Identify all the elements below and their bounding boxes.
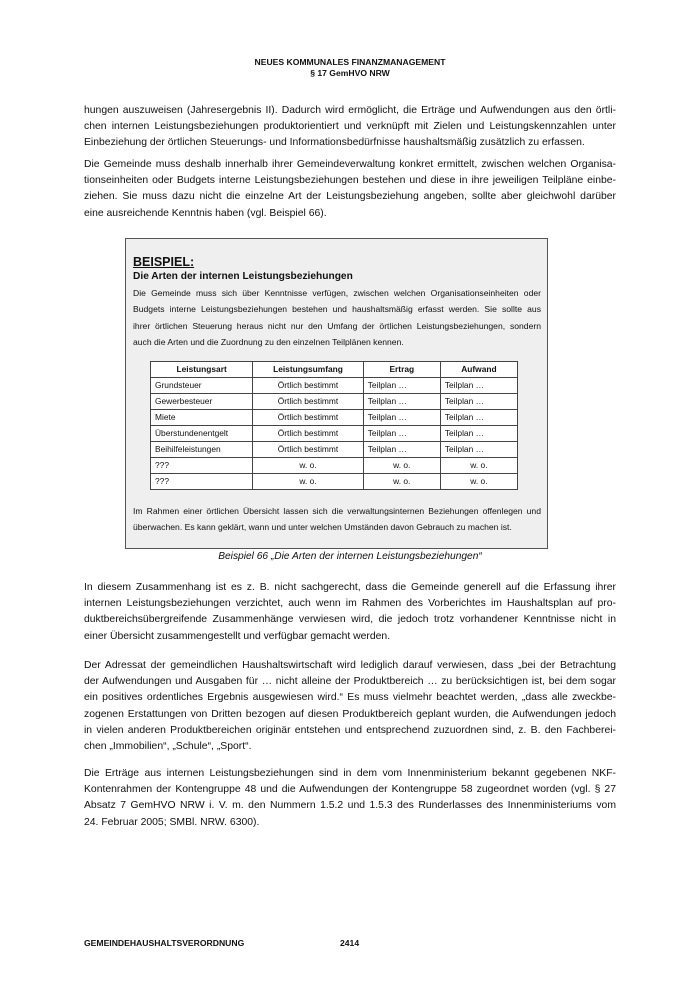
header-title: NEUES KOMMUNALES FINANZMANAGEMENT bbox=[254, 57, 446, 67]
table-row bbox=[151, 426, 518, 442]
text-line: Die Erträge aus internen Leistungsbeziehungen sind in dem vom Innenministerium bekannt gegebenen NKF- bbox=[84, 768, 616, 779]
example-subheading: Die Arten der internen Leistungsbeziehungen bbox=[133, 271, 353, 282]
table-cell: Örtlich bestimmt bbox=[253, 410, 363, 426]
table-row bbox=[151, 474, 518, 490]
text-line: in vielen anderen Produktbereichen originär entstehen und entsprechend zuzuordnen sind, z. B. den Fachberei- bbox=[84, 724, 616, 736]
table-row bbox=[151, 378, 518, 394]
table-cell: Überstundenentgelt bbox=[151, 426, 253, 442]
text-line: In diesem Zusammenhang ist es z. B. nicht sachgerecht, dass die Gemeinde generell auf die Erfassung ihrer bbox=[84, 582, 616, 593]
text-line: duktbereichsübergreifende Zusammenhänge verwiesen wird, die jedoch trotz vorhandener Kenntnisse nicht in bbox=[84, 614, 616, 626]
header-section: § 17 GemHVO NRW bbox=[310, 68, 390, 78]
example-outro bbox=[133, 503, 541, 536]
table-cell: Teilplan … bbox=[363, 442, 440, 458]
footer-title: GEMEINDEHAUSHALTSVERORDNUNG bbox=[84, 938, 245, 948]
text-line: überwachen. Es kann geklärt, wann und unter welchen Umständen davon Gebrauch zu machen ist. bbox=[133, 522, 512, 533]
text-line: 24. Februar 2005; SMBl. NRW. 6300). bbox=[84, 816, 260, 828]
example-heading: BEISPIEL: bbox=[133, 255, 195, 269]
table-row bbox=[151, 442, 518, 458]
text-line: ziehen. Sie muss dazu nicht die einzelne Art der Leistungsbeziehung angeben, sollte aber gleichwohl darüber bbox=[84, 191, 616, 203]
text-line: Die Gemeinde muss sich über Kenntnisse verfügen, zwischen welchen Organisationseinheiten oder bbox=[133, 288, 541, 298]
table-cell: Teilplan … bbox=[440, 426, 517, 442]
text-line: Kontenrahmen der Kontengruppe 48 und die Aufwendungen der Kontengruppe 58 zugeordnet worden (vgl. § 27 bbox=[84, 784, 616, 796]
table-cell: w. o. bbox=[440, 474, 517, 490]
text-line: Die Gemeinde muss deshalb innerhalb ihrer Gemeindeverwaltung konkret ermittelt, zwischen welchen Organisa- bbox=[84, 159, 616, 170]
table-cell: Örtlich bestimmt bbox=[253, 442, 363, 458]
example-caption: Beispiel 66 „Die Arten der internen Leistungsbeziehungen“ bbox=[218, 551, 482, 562]
paragraph-3 bbox=[84, 580, 616, 645]
text-line: der Aufwendungen und Ausgaben für … nicht alleine der Produktbereich … zu berücksichtigen ist, bei dem sogar bbox=[84, 676, 616, 688]
text-line: Im Rahmen einer örtlichen Übersicht lassen sich die verwaltungsinternen Beziehungen offenlegen und bbox=[133, 506, 541, 516]
table-cell: Teilplan … bbox=[363, 426, 440, 442]
table-cell: Teilplan … bbox=[363, 410, 440, 426]
table-cell: Teilplan … bbox=[440, 442, 517, 458]
table-row bbox=[151, 458, 518, 474]
table-cell: Gewerbesteuer bbox=[151, 394, 253, 410]
table-cell: Örtlich bestimmt bbox=[253, 394, 363, 410]
text-line: Der Adressat der gemeindlichen Haushaltswirtschaft wird lediglich darauf verwiesen, dass „bei der Betrachtung bbox=[84, 660, 616, 671]
text-line: internen Leistungsbeziehungen verzichtet, auch wenn im Rahmen des Vorberichtes im Haushaltsplan auf pro- bbox=[84, 598, 616, 610]
table-cell: w. o. bbox=[253, 474, 363, 490]
text-line: ein positives ordentliches Ergebnis ausgewiesen wird.“ Es muss vielmehr beachtet werden, „dass alle zweckbe- bbox=[84, 692, 616, 704]
column-header: Leistungsumfang bbox=[253, 362, 363, 378]
table-cell: Beihilfeleistungen bbox=[151, 442, 253, 458]
table-cell: ??? bbox=[151, 474, 253, 490]
table-cell: w. o. bbox=[253, 458, 363, 474]
paragraph-1 bbox=[84, 103, 616, 152]
table-cell: Teilplan … bbox=[363, 378, 440, 394]
table-cell: Grundsteuer bbox=[151, 378, 253, 394]
table-cell: Teilplan … bbox=[440, 394, 517, 410]
table-cell: Örtlich bestimmt bbox=[253, 378, 363, 394]
table-cell: Teilplan … bbox=[440, 378, 517, 394]
column-header: Aufwand bbox=[440, 362, 517, 378]
table-cell: w. o. bbox=[440, 458, 517, 474]
table-cell: Teilplan … bbox=[363, 394, 440, 410]
example-intro bbox=[133, 285, 541, 350]
column-header: Leistungsart bbox=[151, 362, 253, 378]
text-line: Budgets interne Leistungsbeziehungen bestehen und haushaltsmäßig erfasst werden. Sie sollte aus bbox=[133, 304, 541, 315]
text-line: einer Übersicht zusammengestellt und verfügbar gemacht werden. bbox=[84, 630, 391, 642]
text-line: auch die Arten und die Zuordnung zu den einzelnen Teilplänen kennen. bbox=[133, 336, 404, 347]
leistungsbeziehungen-table bbox=[150, 361, 518, 490]
text-line: chen „Immobilien“, „Schule“, „Sport“. bbox=[84, 741, 252, 753]
paragraph-2 bbox=[84, 157, 616, 222]
table-cell: ??? bbox=[151, 458, 253, 474]
table-cell: Miete bbox=[151, 410, 253, 426]
table-cell: w. o. bbox=[363, 458, 440, 474]
text-line: tionseinheiten oder Budgets interne Leistungsbeziehungen bestehen und diese in ihre jeweiligen Teilpläne einbe- bbox=[84, 175, 616, 187]
page-number: 2414 bbox=[340, 938, 360, 948]
page-header bbox=[0, 57, 700, 79]
text-line: hungen auszuweisen (Jahresergebnis II). Dadurch wird ermöglicht, die Erträge und Aufwendungen aus den örtli- bbox=[84, 105, 616, 116]
text-line: Einbeziehung der örtlichen Steuerungs- und Informationsbedürfnisse haushaltsmäßig zusätzlich zu erfassen. bbox=[84, 137, 585, 149]
table-cell: Teilplan … bbox=[440, 410, 517, 426]
table-cell: Örtlich bestimmt bbox=[253, 426, 363, 442]
table-row bbox=[151, 410, 518, 426]
text-line: eine ausreichende Kenntnis haben (vgl. Beispiel 66). bbox=[84, 207, 327, 219]
example-box bbox=[125, 238, 548, 549]
table-cell: w. o. bbox=[363, 474, 440, 490]
table-header-row bbox=[151, 362, 518, 378]
text-line: zogenen Erstattungen von Dritten bezogen auf diesen Produktbereich geplant wurden, die Aufwendungen jedoch bbox=[84, 708, 616, 720]
paragraph-4 bbox=[84, 658, 616, 755]
paragraph-5 bbox=[84, 766, 616, 831]
column-header: Ertrag bbox=[363, 362, 440, 378]
text-line: Absatz 7 GemHVO NRW i. V. m. den Nummern 1.5.2 und 1.5.3 des Runderlasses des Innenministeriums vom bbox=[84, 800, 616, 812]
text-line: ihrer örtlichen Steuerung heraus nicht nur den Umfang der örtlichen Leistungsbeziehungen, sondern bbox=[133, 320, 541, 331]
text-line: chen internen Leistungsbeziehungen produktorientiert und verknüpft mit Zielen und Leistungskennzahlen unter bbox=[84, 121, 616, 133]
table-row bbox=[151, 394, 518, 410]
